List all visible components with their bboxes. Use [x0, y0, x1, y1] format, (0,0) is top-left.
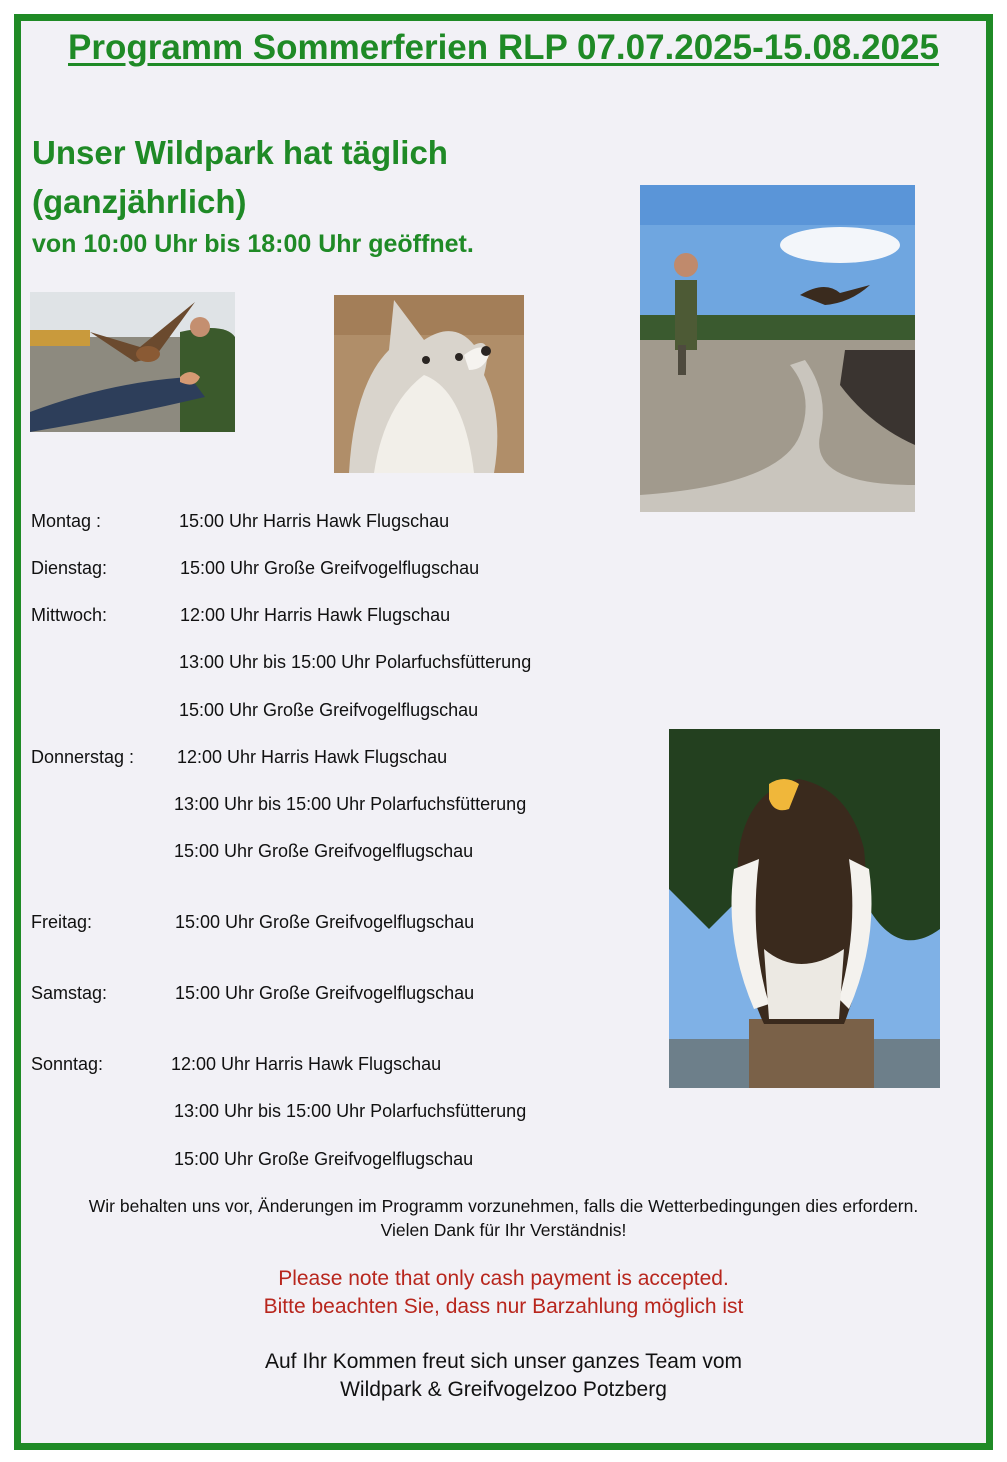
- day-label-tuesday: Dienstag:: [31, 558, 108, 578]
- event-tuesday-1: 15:00 Uhr Große Greifvogelflugschau: [180, 558, 480, 578]
- flight-show-photo: [640, 185, 915, 512]
- thanks-note: Vielen Dank für Ihr Verständnis!: [380, 1220, 627, 1240]
- page-title: Programm Sommerferien RLP 07.07.2025-15.08.2025: [68, 28, 939, 67]
- closing-line2: Wildpark & Greifvogelzoo Potzberg: [340, 1378, 667, 1401]
- sea-eagle-photo: [669, 729, 940, 1088]
- event-wednesday-3: 15:00 Uhr Große Greifvogelflugschau: [179, 700, 479, 720]
- day-label-sunday: Sonntag:: [31, 1054, 104, 1074]
- opening-heading-line2: (ganzjährlich): [32, 183, 247, 220]
- arctic-fox-photo: [334, 295, 524, 473]
- closing-line1: Auf Ihr Kommen freut sich unser ganzes Team vom: [265, 1350, 742, 1373]
- event-monday-1: 15:00 Uhr Harris Hawk Flugschau: [179, 511, 450, 531]
- day-label-wednesday: Mittwoch:: [31, 605, 108, 625]
- weather-notice: Wir behalten uns vor, Änderungen im Programm vorzunehmen, falls die Wetterbedingungen dies erfordern.: [88, 1196, 919, 1216]
- event-wednesday-1: 12:00 Uhr Harris Hawk Flugschau: [180, 605, 451, 625]
- event-sunday-3: 15:00 Uhr Große Greifvogelflugschau: [174, 1149, 474, 1169]
- event-thursday-3: 15:00 Uhr Große Greifvogelflugschau: [174, 841, 474, 861]
- event-friday-1: 15:00 Uhr Große Greifvogelflugschau: [175, 912, 475, 932]
- day-label-thursday: Donnerstag :: [31, 747, 135, 767]
- day-label-monday: Montag :: [31, 511, 102, 531]
- opening-heading-line1: Unser Wildpark hat täglich: [32, 134, 448, 171]
- event-sunday-1: 12:00 Uhr Harris Hawk Flugschau: [171, 1054, 442, 1074]
- day-label-saturday: Samstag:: [31, 983, 108, 1003]
- payment-note-en: Please note that only cash payment is accepted.: [278, 1267, 729, 1290]
- day-label-friday: Freitag:: [31, 912, 93, 932]
- hawk-photo: [30, 292, 235, 432]
- opening-hours: von 10:00 Uhr bis 18:00 Uhr geöffnet.: [32, 230, 474, 258]
- event-thursday-2: 13:00 Uhr bis 15:00 Uhr Polarfuchsfütterung: [174, 794, 527, 814]
- event-wednesday-2: 13:00 Uhr bis 15:00 Uhr Polarfuchsfütterung: [179, 652, 532, 672]
- event-thursday-1: 12:00 Uhr Harris Hawk Flugschau: [177, 747, 448, 767]
- event-saturday-1: 15:00 Uhr Große Greifvogelflugschau: [175, 983, 475, 1003]
- event-sunday-2: 13:00 Uhr bis 15:00 Uhr Polarfuchsfütterung: [174, 1101, 527, 1121]
- payment-note-de: Bitte beachten Sie, dass nur Barzahlung möglich ist: [263, 1295, 744, 1318]
